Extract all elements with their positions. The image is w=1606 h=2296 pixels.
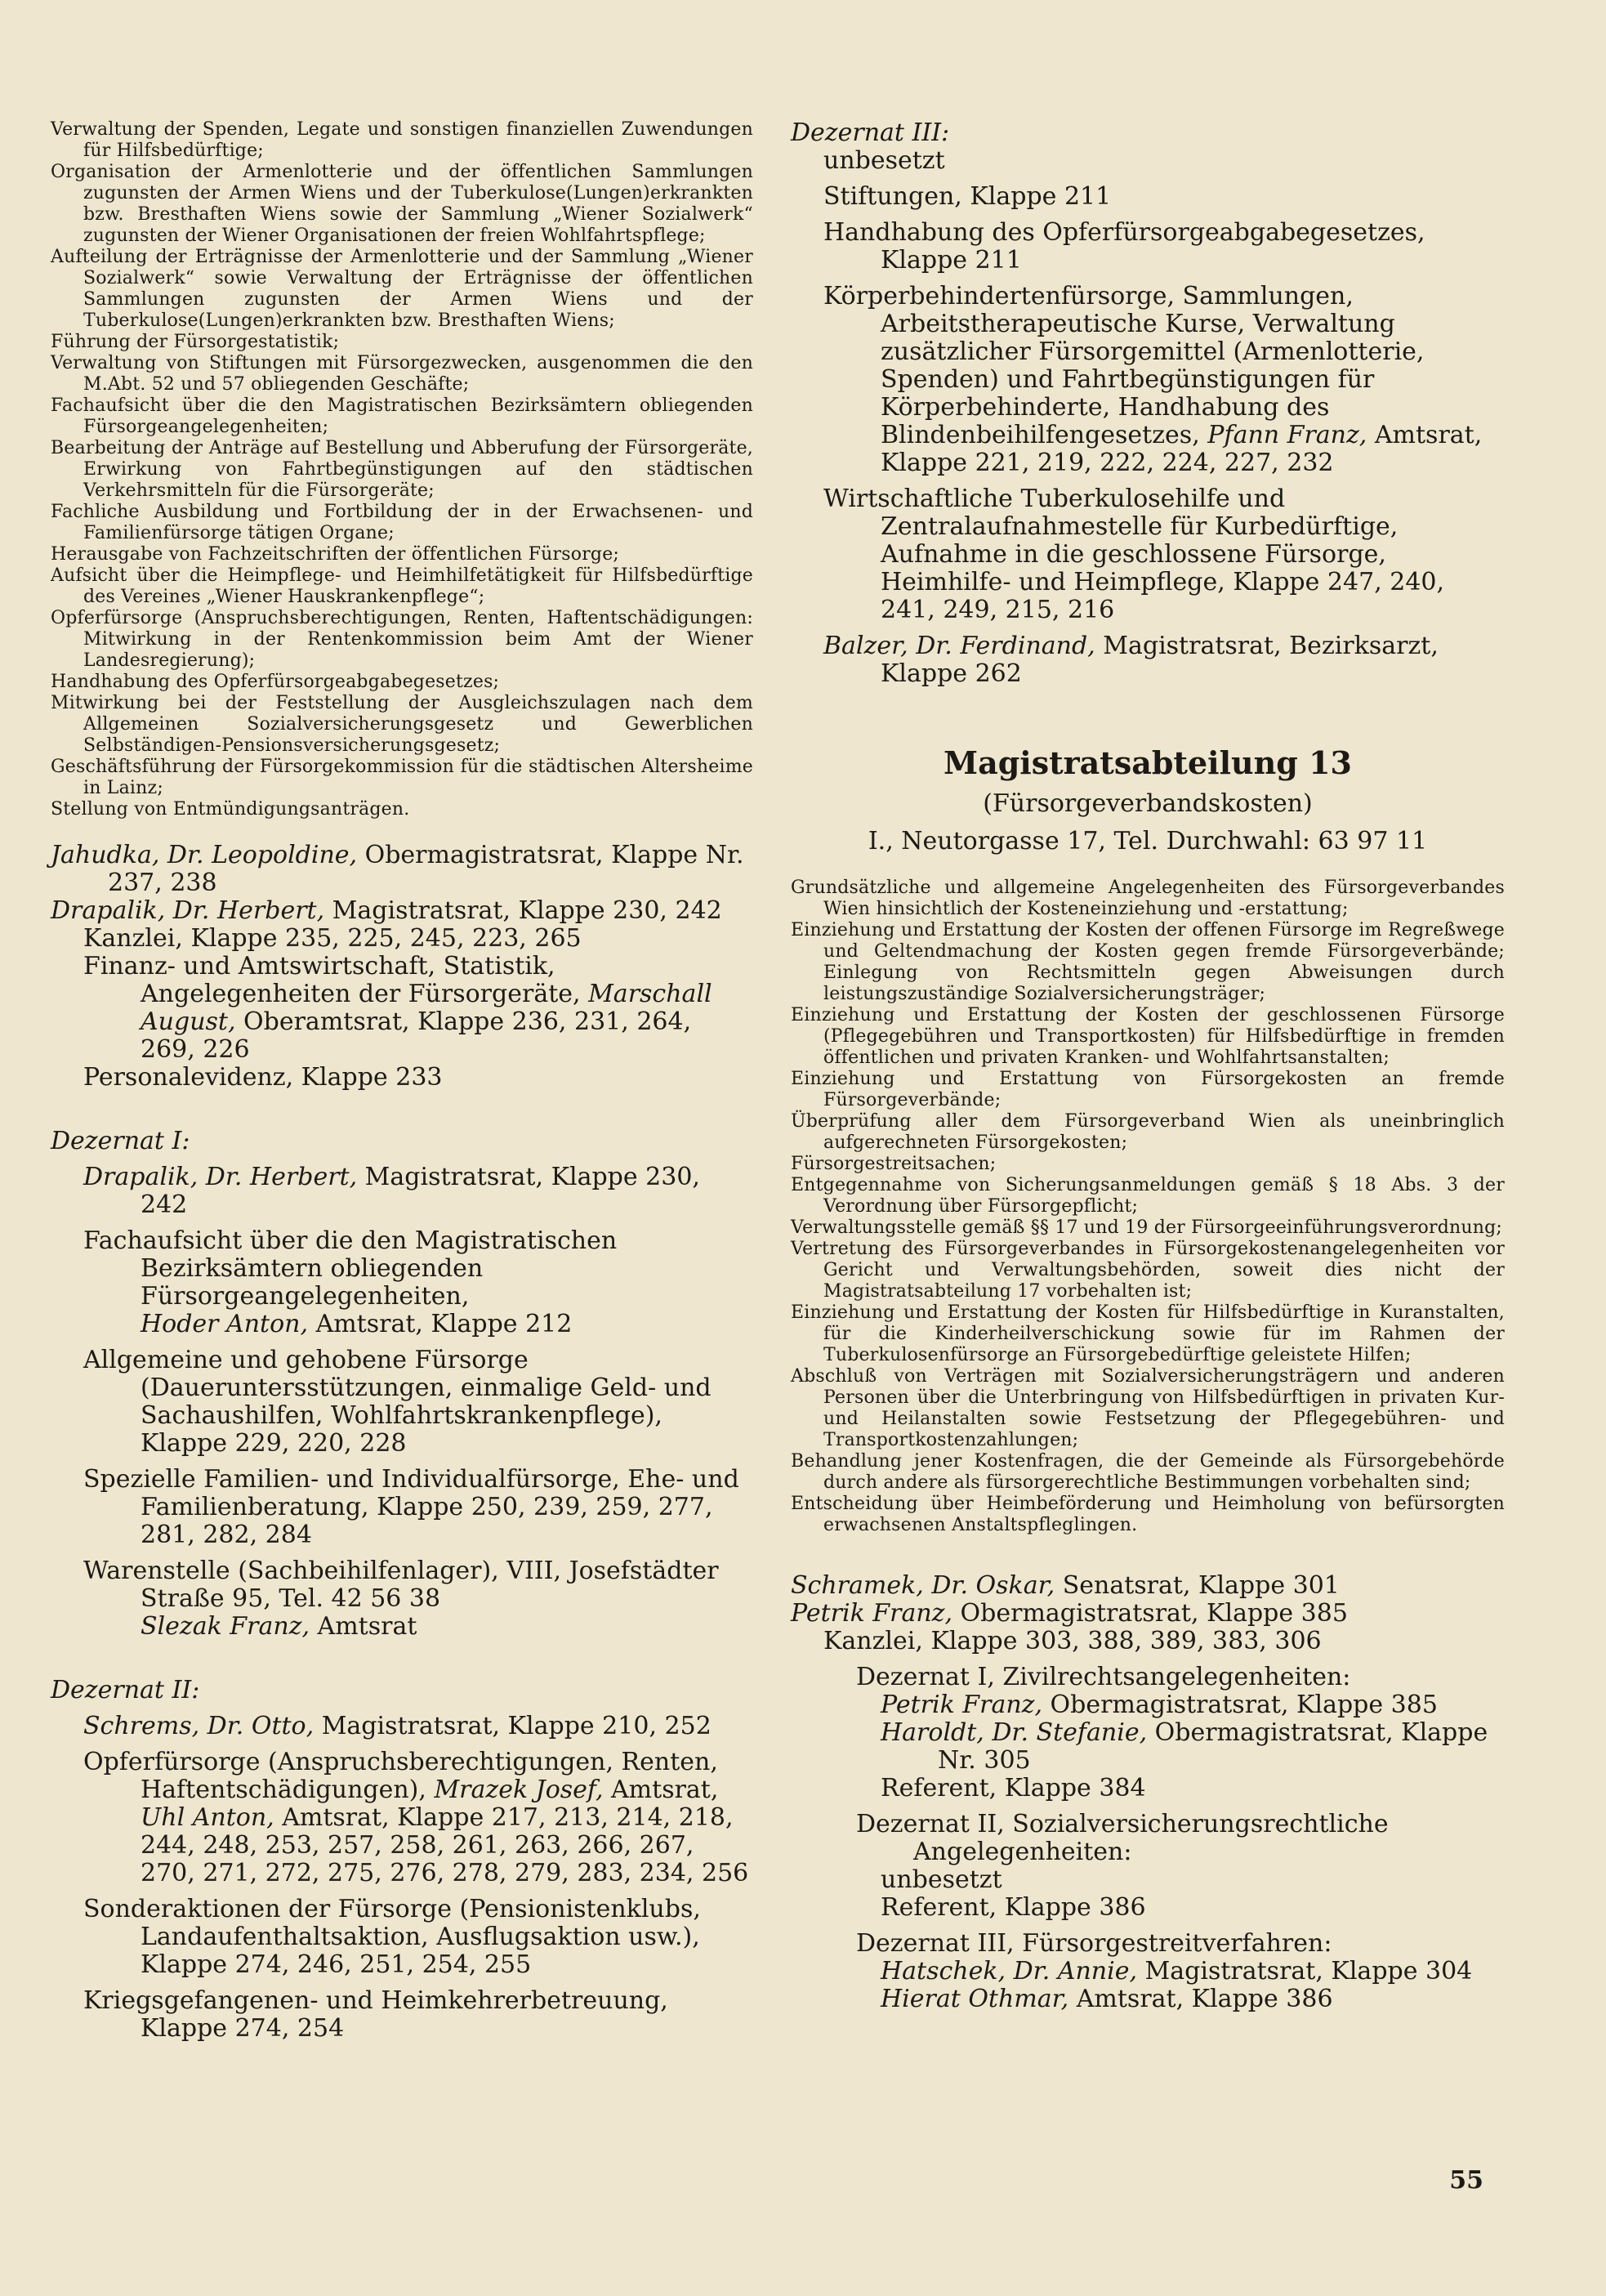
dezernat-item: Kriegsgefangenen- und Heimkehrerbetreuung, Klappe 274, 254	[83, 1986, 668, 2043]
department-address: I., Neutorgasse 17, Tel. Durchwahl: 63 97 11	[868, 827, 1428, 855]
dezernat-item: Referent, Klappe 384	[881, 1774, 1146, 1802]
personal-entry: Personalevidenz, Klappe 233	[83, 1063, 443, 1092]
duty-item: Vertretung des Fürsorgeverbandes in Fürsorgekostenangelegenheiten vor Gericht und Verwaltungsbehörden, soweit dies nicht der Magistratsabteilung 17 vorbehalten ist;	[791, 1239, 1505, 1302]
dezernat-head: Schrems, Dr. Otto, Magistratsrat, Klappe 210, 252	[83, 1712, 712, 1740]
left-column	[51, 119, 753, 2043]
dezernat-item: Opferfürsorge (Anspruchsberechtigungen, Renten, Haftentschädigungen), Mrazek Josef, Amtsrat, Uhl Anton, Amtsrat, Klappe 217, 213, 214, 218, 244, 248, 253, 257, 258, 261, 263, 266, 267, 270, 271, 272, 275, 276, 278, 279, 283, 234, 256	[83, 1748, 749, 1887]
ma-duties-list	[791, 878, 1505, 1536]
dezernat-item: Hatschek, Dr. Annie, Magistratsrat, Klappe 304	[881, 1957, 1473, 1986]
duty-item: Verwaltung von Stiftungen mit Fürsorgezwecken, ausgenommen die den M.Abt. 52 und 57 obliegenden Geschäfte;	[51, 353, 753, 395]
dezernat-item: Sonderaktionen der Fürsorge (Pensionistenklubs, Landaufenthaltsaktion, Ausflugsaktion usw.), Klappe 274, 246, 251, 254, 255	[83, 1895, 701, 1979]
dezernat-item: Hierat Othmar, Amtsrat, Klappe 386	[881, 1985, 1333, 2013]
person-name: Mrazek Josef,	[434, 1776, 604, 1804]
duty-item: Aufsicht über die Heimpflege- und Heimhilfetätigkeit für Hilfsbedürftige des Vereines „Wiener Hauskrankenpflege“;	[51, 565, 753, 607]
dezernat-item: Fachaufsicht über die den Magistratischen Bezirksämtern obliegenden Fürsorgeangelegenheiten, Hoder Anton, Amtsrat, Klappe 212	[83, 1226, 618, 1338]
duty-item: Geschäftsführung der Fürsorgekommission für die städtischen Altersheime in Lainz;	[51, 757, 753, 798]
department-title: Magistratsabteilung 13	[944, 744, 1352, 781]
deputy-entry: Petrik Franz, Obermagistratsrat, Klappe 385	[791, 1599, 1348, 1628]
kanzlei-entry: Kanzlei, Klappe 303, 388, 389, 383, 306	[823, 1627, 1322, 1655]
person-name: Hoder Anton,	[141, 1310, 309, 1338]
duty-item: Einziehung und Erstattung der Kosten der geschlossenen Fürsorge (Pflegegebühren und Transportkosten) für Hilfsbedürftige in fremden öffentlichen und privaten Kranken- und Wohlfahrtsanstalten;	[791, 1005, 1505, 1068]
person-name: Drapalik, Dr. Herbert,	[51, 896, 325, 925]
duty-item: Entscheidung über Heimbeförderung und Heimholung von befürsorgten erwachsenen Anstaltspfleglingen.	[791, 1494, 1505, 1535]
section-label: Dezernat I, Zivilrechtsangelegenheiten:	[856, 1663, 1351, 1691]
person-name: Uhl Anton,	[141, 1803, 274, 1832]
dezernat-item: unbesetzt	[881, 1865, 1002, 1894]
person-name: Hatschek, Dr. Annie,	[881, 1957, 1137, 1986]
duty-item: Handhabung des Opferfürsorgeabgabegesetzes;	[51, 672, 500, 692]
duty-item: Fürsorgestreitsachen;	[791, 1154, 997, 1174]
kanzlei-entry: Kanzlei, Klappe 235, 225, 245, 223, 265	[83, 924, 582, 953]
duty-item: Verwaltung der Spenden, Legate und sonstigen finanziellen Zuwendungen für Hilfsbedürftige;	[51, 119, 753, 161]
person-name: Hierat Othmar,	[881, 1985, 1069, 2013]
duty-item: Stellung von Entmündigungsanträgen.	[51, 799, 410, 820]
dezernat-item: Balzer, Dr. Ferdinand, Magistratsrat, Bezirksarzt, Klappe 262	[823, 632, 1439, 688]
duty-item: Einziehung und Erstattung von Fürsorgekosten an fremde Fürsorgeverbände;	[791, 1069, 1505, 1110]
duty-item: Grundsätzliche und allgemeine Angelegenheiten des Fürsorgeverbandes Wien hinsichtlich der Kosteneinziehung und -erstattung;	[791, 878, 1505, 919]
department-subtitle: (Fürsorgeverbandskosten)	[983, 789, 1313, 818]
head-entry: Jahudka, Dr. Leopoldine, Obermagistratsrat, Klappe Nr. 237, 238	[51, 841, 744, 897]
head-entry: Schramek, Dr. Oskar, Senatsrat, Klappe 301	[791, 1571, 1340, 1600]
duty-item: Fachliche Ausbildung und Fortbildung der in der Erwachsenen- und Familienfürsorge tätigen Organe;	[51, 502, 753, 543]
duty-item: Einziehung und Erstattung der Kosten der offenen Fürsorge im Regreßwege und Geltendmachung der Kosten gegen fremde Fürsorgeverbände; Einlegung von Rechtsmitteln gegen Abweisungen durch leistungszuständige Sozialversicherungsträger;	[791, 920, 1505, 1004]
person-name: Slezak Franz,	[141, 1612, 310, 1641]
dezernat-item: Körperbehindertenfürsorge, Sammlungen, Arbeitstherapeutische Kurse, Verwaltung zusätzlicher Fürsorgemittel (Armenlotterie, Spenden) und Fahrtbegünstigungen für Körperbehinderte, Handhabung des Blindenbeihilfengesetzes, Pfann Franz, Amtsrat, Klappe 221, 219, 222, 224, 227, 232	[823, 282, 1483, 477]
duty-item: Verwaltungsstelle gemäß §§ 17 und 19 der Fürsorgeeinführungsverordnung;	[791, 1217, 1502, 1238]
person-name: Marschall August,	[141, 980, 712, 1036]
duty-item: Aufteilung der Erträgnisse der Armenlotterie und der Sammlung „Wiener Sozialwerk“ sowie Verwaltung der Erträgnisse der öffentlichen Sammlungen zugunsten der Armen Wiens und der Tuberkulose(Lungen)erkrankten bzw. Bresthaften Wiens;	[51, 247, 753, 331]
duty-item: Organisation der Armenlotterie und der öffentlichen Sammlungen zugunsten der Armen Wiens und der Tuberkulose(Lungen)erkrankten bzw. Bresthaften Wiens sowie der Sammlung „Wiener Sozialwerk“ zugunsten der Wiener Organisationen der freien Wohlfahrtspflege;	[51, 162, 753, 246]
person-name: Jahudka, Dr. Leopoldine,	[51, 841, 358, 869]
duty-item: Entgegennahme von Sicherungsanmeldungen gemäß § 18 Abs. 3 der Verordnung über Fürsorgepflicht;	[791, 1175, 1505, 1217]
page-number: 55	[1449, 2166, 1483, 2195]
person-name: Petrik Franz,	[881, 1691, 1043, 1719]
deputy-entry: Drapalik, Dr. Herbert, Magistratsrat, Klappe 230, 242	[51, 896, 722, 925]
person-name: Petrik Franz,	[791, 1599, 953, 1628]
person-name: Schramek, Dr. Oskar,	[791, 1571, 1055, 1600]
section-label: Dezernat III:	[791, 118, 950, 147]
section-label: Dezernat II, Sozialversicherungsrechtliche Angelegenheiten:	[856, 1810, 1389, 1866]
dezernat-item: Petrik Franz, Obermagistratsrat, Klappe 385	[881, 1691, 1438, 1719]
duty-item: Opferfürsorge (Anspruchsberechtigungen, Renten, Haftentschädigungen: Mitwirkung in der Rentenkommission beim Amt der Wiener Landesregierung);	[51, 608, 753, 671]
duty-item: Herausgabe von Fachzeitschriften der öffentlichen Fürsorge;	[51, 544, 620, 565]
dezernat-item: Spezielle Familien- und Individualfürsorge, Ehe- und Familienberatung, Klappe 250, 239, 259, 277, 281, 282, 284	[83, 1465, 739, 1549]
section-label: Dezernat II:	[51, 1676, 200, 1704]
dezernat-item: Stiftungen, Klappe 211	[823, 182, 1112, 211]
person-name: Drapalik, Dr. Herbert,	[83, 1163, 358, 1191]
dezernat-item: Haroldt, Dr. Stefanie, Obermagistratsrat, Klappe Nr. 305	[881, 1718, 1488, 1775]
duty-item: Fachaufsicht über die den Magistratischen Bezirksämtern obliegenden Fürsorgeangelegenheiten;	[51, 395, 753, 437]
person-name: Balzer, Dr. Ferdinand,	[823, 632, 1095, 660]
person-name: Pfann Franz,	[1207, 421, 1367, 449]
dezernat-item: Allgemeine und gehobene Fürsorge (Daueruntersstützungen, einmalige Geld- und Sachaushilfen, Wohlfahrtskrankenpflege), Klappe 229, 220, 228	[83, 1346, 712, 1458]
dezernat-item: Wirtschaftliche Tuberkulosehilfe und Zentralaufnahmestelle für Kurbedürftige, Aufnahme in die geschlossene Fürsorge, Heimhilfe- und Heimpflege, Klappe 247, 240, 241, 249, 215, 216	[823, 485, 1445, 624]
duty-item: Einziehung und Erstattung der Kosten für Hilfsbedürftige in Kuranstalten, für die Kinderheilverschickung sowie für im Rahmen der Tuberkulosenfürsorge an Fürsorgebedürftige geleistete Hilfen;	[791, 1302, 1505, 1365]
section-label: Dezernat III, Fürsorgestreitverfahren:	[856, 1929, 1332, 1958]
section-label: Dezernat I:	[51, 1127, 190, 1155]
duties-list	[51, 119, 753, 820]
person-name: Haroldt, Dr. Stefanie,	[881, 1718, 1148, 1747]
duty-item: Abschluß von Verträgen mit Sozialversicherungsträgern und anderen Personen über die Unterbringung von Hilfsbedürftigen in privaten Kur- und Heilanstalten sowie Festsetzung der Pflegegebühren- und Transportkostenzahlungen;	[791, 1366, 1505, 1450]
dezernat-item: Warenstelle (Sachbeihilfenlager), VIII, Josefstädter Straße 95, Tel. 42 56 38 Slezak Franz, Amtsrat	[83, 1557, 719, 1641]
right-column	[791, 119, 1505, 2013]
duty-item: Führung der Fürsorgestatistik;	[51, 332, 340, 352]
duty-item: Mitwirkung bei der Feststellung der Ausgleichszulagen nach dem Allgemeinen Sozialversicherungsgesetz und Gewerblichen Selbständigen-Pensionsversicherungsgesetz;	[51, 693, 753, 756]
dezernat-item: Referent, Klappe 386	[881, 1893, 1146, 1922]
duty-item: Behandlung jener Kostenfragen, die der Gemeinde als Fürsorgebehörde durch andere als fürsorgerechtliche Bestimmungen vorbehalten sind;	[791, 1451, 1505, 1493]
duty-item: Überprüfung aller dem Fürsorgeverband Wien als uneinbringlich aufgerechneten Fürsorgekosten;	[791, 1111, 1505, 1153]
dezernat-item: unbesetzt	[823, 146, 945, 175]
dezernat-item: Handhabung des Opferfürsorgeabgabegesetzes, Klappe 211	[823, 218, 1425, 275]
finanz-entry: Finanz- und Amtswirtschaft, Statistik, Angelegenheiten der Fürsorgeräte, Marschall August, Oberamtsrat, Klappe 236, 231, 264, 269, 226	[83, 952, 712, 1064]
dezernat-head: Drapalik, Dr. Herbert, Magistratsrat, Klappe 230, 242	[83, 1163, 700, 1219]
person-name: Schrems, Dr. Otto,	[83, 1712, 315, 1740]
duty-item: Bearbeitung der Anträge auf Bestellung und Abberufung der Fürsorgeräte, Erwirkung von Fahrtbegünstigungen auf den städtischen Verkehrsmitteln für die Fürsorgeräte;	[51, 438, 753, 501]
